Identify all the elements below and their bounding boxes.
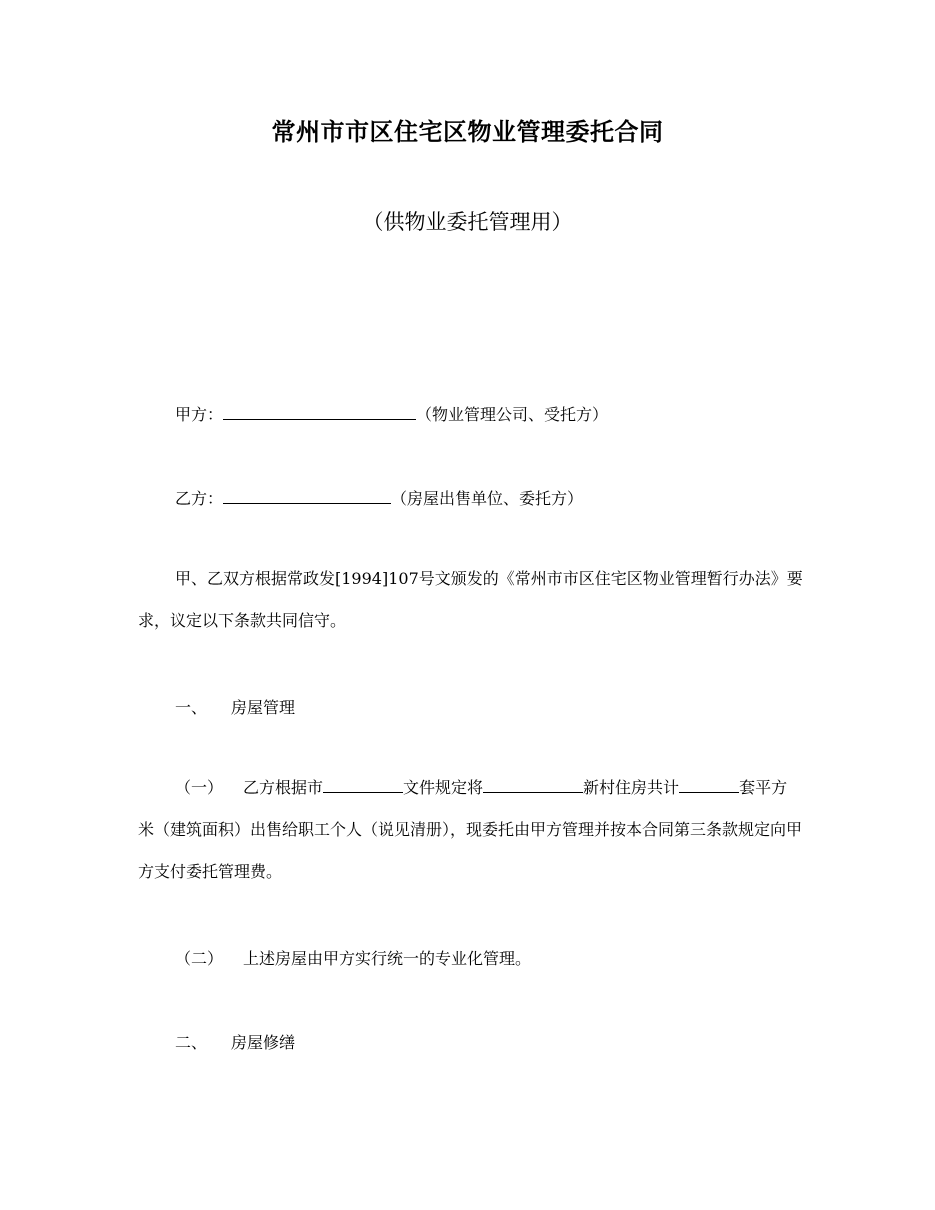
document-title: 常州市市区住宅区物业管理委托合同 — [271, 117, 664, 146]
document-subtitle: （供物业委托管理用） — [362, 210, 573, 234]
clause-1-1-part1: 乙方根据市 — [243, 778, 324, 797]
preamble-paragraph: 甲、乙双方根据常政发[1994]107号文颁发的《常州市市区住宅区物业管理暂行办法》要求，议定以下条款共同信守。 — [138, 569, 803, 630]
party-a-blank — [223, 404, 416, 420]
party-a-line — [175, 402, 608, 425]
clause-1-1-label: （一） — [175, 778, 224, 797]
party-a-label: 甲方： — [175, 405, 224, 424]
clause-1-1-part4: 套平方米（建筑面积）出售给职工个人（说见清册），现委托由甲方管理并按本合同第三条款规定向甲方支付委托管理费。 — [138, 778, 803, 881]
clause-1-1-part2: 文件规定将 — [403, 778, 484, 797]
city-document-blank — [323, 777, 403, 793]
section-2-number: 二、 — [175, 1033, 208, 1052]
party-a-note: （物业管理公司、受托方） — [416, 405, 609, 424]
party-b-line — [175, 486, 583, 509]
party-b-label: 乙方： — [175, 489, 224, 508]
clause-1-1-paragraph — [138, 767, 803, 893]
estate-name-blank — [483, 777, 583, 793]
party-b-blank — [223, 488, 391, 504]
unit-count-blank — [679, 777, 739, 793]
clause-1-2-label: （二） — [175, 949, 224, 968]
clause-1-2-text: 上述房屋由甲方实行统一的专业化管理。 — [243, 949, 532, 968]
section-1-title: 房屋管理 — [231, 698, 296, 717]
section-1-heading — [175, 695, 295, 718]
party-b-note: （房屋出售单位、委托方） — [391, 489, 584, 508]
section-2-title: 房屋修缮 — [231, 1033, 296, 1052]
clause-1-1-part3: 新村住房共计 — [583, 778, 680, 797]
clause-1-2-line — [175, 946, 531, 969]
section-1-number: 一、 — [175, 698, 208, 717]
section-2-heading — [175, 1030, 295, 1053]
